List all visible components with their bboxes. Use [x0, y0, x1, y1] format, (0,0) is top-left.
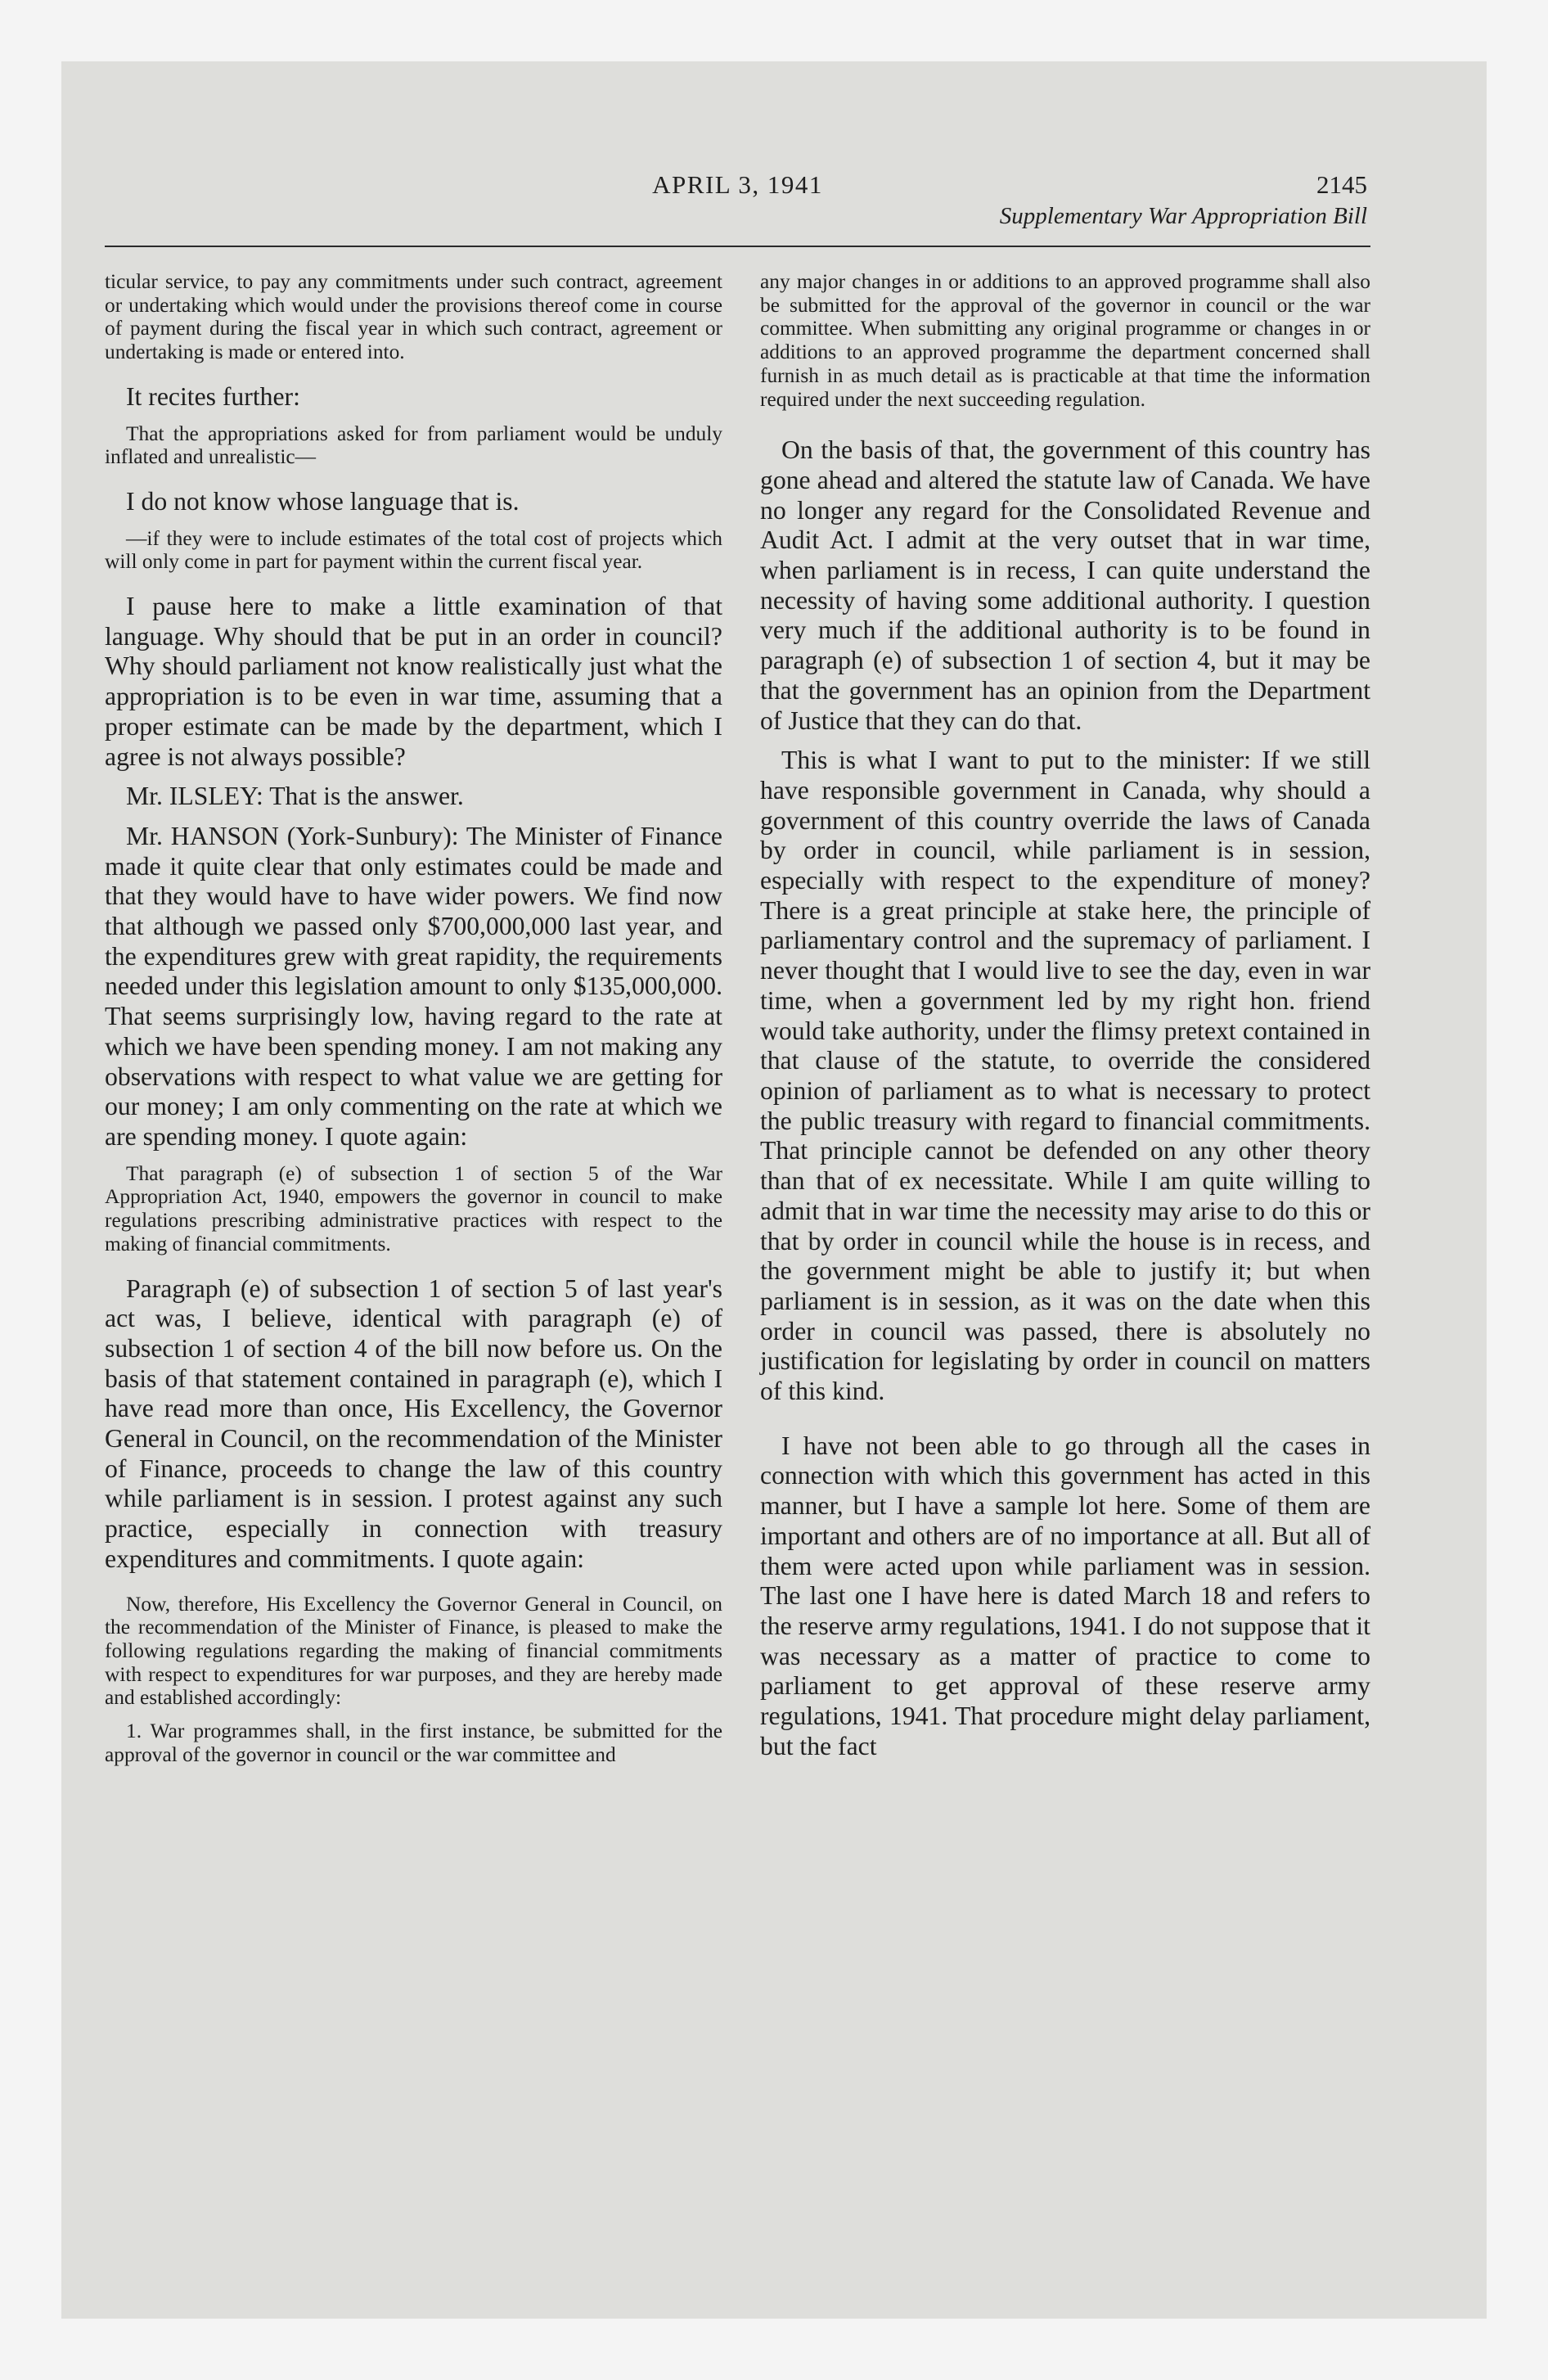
quote-paragraph: 1. War programmes shall, in the first instance, be submitted for the approval of the governor in council or the war committee and — [105, 1720, 722, 1766]
speaker-paragraph: Mr. ILSLEY: That is the answer. — [126, 782, 464, 811]
left-column — [105, 270, 722, 1766]
body-paragraph: I do not know whose language that is. — [126, 486, 520, 516]
page-number: 2145 — [1316, 170, 1367, 199]
quote-paragraph: —if they were to include estimates of the total cost of projects which will only come in part for payment within the current fiscal year. — [105, 526, 722, 574]
quote-paragraph: That the appropriations asked for from parliament would be unduly inflated and unrealistic— — [105, 421, 722, 469]
body-paragraph: It recites further: — [126, 381, 300, 411]
header-date: APRIL 3, 1941 — [652, 170, 823, 199]
quote-paragraph: Now, therefore, His Excellency the Governor General in Council, on the recommendation of the Minister of Finance, is pleased to make the following regulations regarding the making of financial commitments with respect to expenditures for war purposes, and they are hereby made and established accordingly: — [105, 1592, 722, 1710]
page-header — [105, 170, 1370, 236]
body-paragraph: I have not been able to go through all the cases in connection with which this government has acted in this manner, but I have a sample lot here. Some of them are important and others are of no importance at all. But all of them were acted upon while parliament was in session. The last one I have here is dated March 18 and refers to the reserve army regulations, 1941. I do not suppose that it was necessary as a matter of practice to come to parliament to get approval of these reserve army regulations, 1941. That procedure might delay parliament, but the fact — [760, 1431, 1370, 1760]
body-paragraph: I pause here to make a little examination of that language. Why should that be put in an order in council? Why should parliament not know realistically just what the appropriation is to be even in war time, assuming that a proper estimate can be made by the department, which I agree is not always possible? — [105, 592, 722, 771]
quote-paragraph: That paragraph (e) of subsection 1 of section 5 of the War Appropriation Act, 1940, empowers the governor in council to make regulations prescribing administrative practices with respect to the making of financial commitments. — [105, 1161, 722, 1255]
speaker-paragraph: Mr. HANSON (York-Sunbury): The Minister of Finance made it quite clear that only estimates could be made and that they would have to have wider powers. We find now that although we passed only $700,000,000 last year, and the expenditures grew with great rapidity, the requirements needed under this legislation amount to only $135,000,000. That seems surprisingly low, having regard to the rate at which we have been spending money. I am not making any observations with respect to what value we are getting for our money; I am only commenting on the rate at which we are spending money. I quote again: — [105, 821, 722, 1151]
running-title: Supplementary War Appropriation Bill — [999, 203, 1367, 229]
body-paragraph: This is what I want to put to the minister: If we still have responsible government in Canada, why should a government of this country override the laws of Canada by order in council, while parliament is in session, especially with respect to the expenditure of money? There is a great principle at stake here, the principle of parliamentary control and the supremacy of parliament. I never thought that I would live to see the day, even in war time, when a government led by my right hon. friend would take authority, under the flimsy pretext contained in that clause of the statute, to override the considered opinion of parliament as to what is necessary to protect the public treasury with regard to financial commitments. That principle cannot be defended on any other theory than that of ex necessitate. While I am quite willing to admit that in war time the necessity may arise to do this or that by order in council while the house is in recess, and the government might be able to justify it; but when parliament is in session, as it was on the date when this order in council was passed, there is absolutely no justification for legislating by order in council on matters of this kind. — [760, 746, 1370, 1406]
quote-paragraph: any major changes in or additions to an approved programme shall also be submitted for the approval of the governor in council or the war committee. When submitting any original programme or changes in or additions to an approved programme the department concerned shall furnish in as much detail as is practicable at that time the information required under the next succeeding regulation. — [760, 270, 1370, 411]
quote-paragraph: ticular service, to pay any commitments under such contract, agreement or undertaking which would under the provisions thereof come in course of payment during the fiscal year in which such contract, agreement or undertaking is made or entered into. — [105, 270, 722, 364]
body-paragraph: On the basis of that, the government of this country has gone ahead and altered the statute law of Canada. We have no longer any regard for the Consolidated Revenue and Audit Act. I admit at the very outset that in war time, when parliament is in recess, I can quite understand the necessity of having some additional authority. I question very much if the additional authority is to be found in paragraph (e) of subsection 1 of section 4, but it may be that the government has an opinion from the Department of Justice that they can do that. — [760, 435, 1370, 735]
body-paragraph: Paragraph (e) of subsection 1 of section 5 of last year's act was, I believe, identical with paragraph (e) of subsection 1 of section 4 of the bill now before us. On the basis of that statement contained in paragraph (e), which I have read more than once, His Excellency, the Governor General in Council, on the recommendation of the Minister of Finance, proceeds to change the law of this country while parliament is in session. I protest against any such practice, especially in connection with treasury expenditures and commitments. I quote again: — [105, 1273, 722, 1573]
header-rule — [105, 246, 1370, 247]
right-column — [760, 270, 1370, 1761]
